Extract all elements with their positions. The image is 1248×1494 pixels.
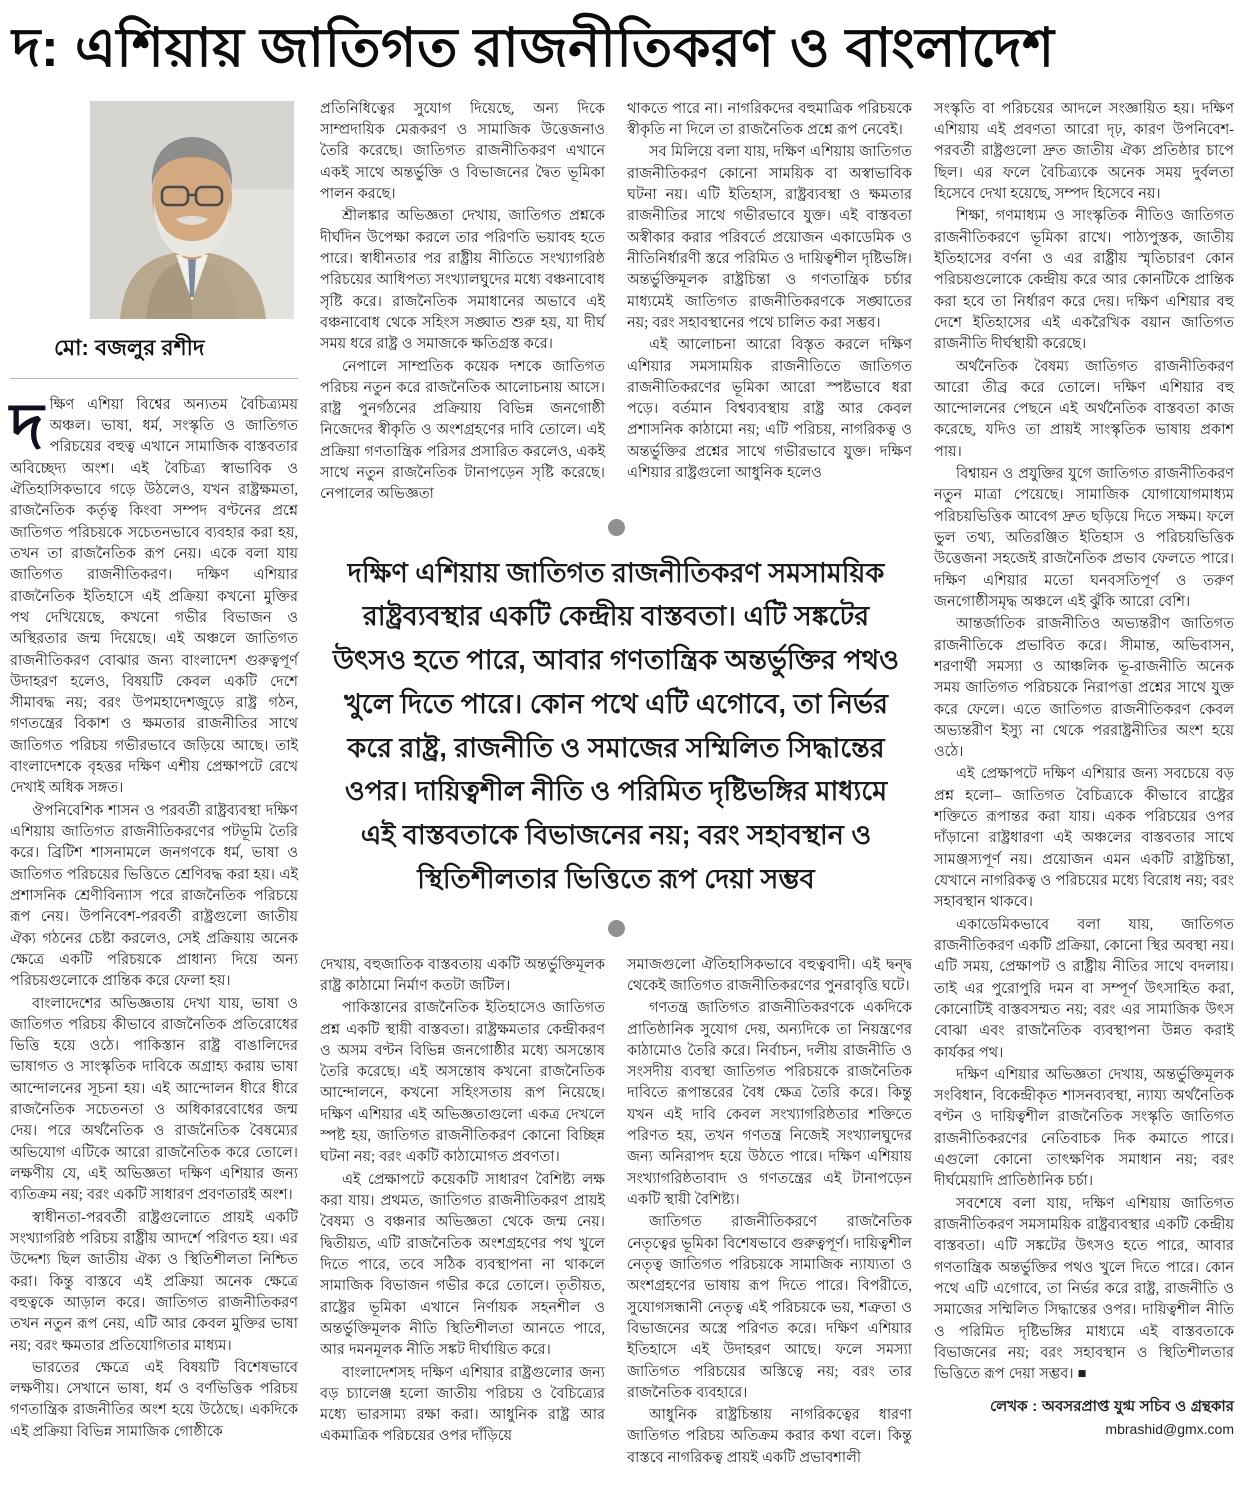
paragraph: পাকিস্তানের রাজনৈতিক ইতিহাসেও জাতিগত প্রশ্ন একটি স্থায়ী বাস্তবতা। রাষ্ট্রক্ষমতার কেন্দ্রীকরণ ও অসম বণ্টন বিভিন্ন জনগোষ্ঠীর মধ্যে অসন্তোষ তৈরি করেছে। এই অসন্তোষ কখনো রাজনৈতিক আন্দোলনে, কখনো সহিংসতায় রূপ নিয়েছে। দক্ষিণ এশিয়ার এই অভিজ্ঞতাগুলো একত্র দেখলে স্পষ্ট হয়, জাতিগত রাজনীতিকরণ কোনো বিচ্ছিন্ন ঘটনা নয়; বরং একটি কাঠামোগত প্রবণতা। [320,1000,605,1166]
middle-columns [320,99,912,1470]
paragraph: নেপালে সাম্প্রতিক কয়েক দশকে জাতিগত পরিচয় নতুন করে রাজনৈতিক আলোচনায় আসে। রাষ্ট্র পুনর্গঠনের প্রক্রিয়ায় বিভিন্ন জনগোষ্ঠী নিজেদের স্বীকৃতি ও অংশগ্রহণের দাবি তোলে। এই প্রক্রিয়া গণতান্ত্রিক পরিসর প্রসারিত করলেও, একই সাথে নতুন রাজনৈতিক টানাপড়েন সৃষ্টি করেছে। নেপালের অভিজ্ঞতা [320,358,605,503]
paragraph: বাংলাদেশসহ দক্ষিণ এশিয়ার রাষ্ট্রগুলোর জন্য বড় চ্যালেঞ্জ হলো জাতীয় পরিচয় ও বৈচিত্র্যের মধ্যে ভারসাম্য রক্ষা করা। আধুনিক রাষ্ট্র আর একমাত্রিক পরিচয়ের ওপর দাঁড়িয়ে [320,1364,605,1445]
paragraph: ক্ষিণ এশিয়া বিশ্বের অন্যতম বৈচিত্র্যময় অঞ্চল। ভাষা, ধর্ম, সংস্কৃতি ও জাতিগত পরিচয়ের বহুত্ব এখানে সামাজিক বাস্তবতার অবিচ্ছেদ্য অংশ। এই বৈচিত্র্য স্বাভাবিক ও ঐতিহাসিকভাবে গড়ে উঠলেও, যখন রাষ্ট্রক্ষমতা, রাজনৈতিক কর্তৃত্ব কিংবা সম্পদ বণ্টনের প্রশ্নে জাতিগত পরিচয়কে সচেতনভাবে ব্যবহার করা হয়, তখন তা রাজনৈতিক রূপ নেয়। একে বলা যায় জাতিগত রাজনীতিকরণ। দক্ষিণ এশিয়ার রাজনৈতিক ইতিহাসে এই প্রক্রিয়া কখনো মুক্তির পথ দেখিয়েছে, কখনো গভীর বিভাজন ও অস্থিরতার জন্ম দিয়েছে। এই অঞ্চলে জাতিগত রাজনীতিকরণ বোঝার জন্য বাংলাদেশ গুরুত্বপূর্ণ উদাহরণ হলেও, বিষয়টি কেবল একটি দেশে সীমাবদ্ধ নয়; বরং উপমহাদেশজুড়ে রাষ্ট্র গঠন, গণতন্ত্রের বিকাশ ও ক্ষমতার রাজনীতির সাথে জাতিগত পরিচয় গভীরভাবে জড়িয়ে আছে। তাই বাংলাদেশকে বৃহত্তর দক্ষিণ এশীয় প্রেক্ষাপটে রেখে দেখাই অধিক সঙ্গত। [10,396,298,797]
paragraph: বাংলাদেশের অভিজ্ঞতায় দেখা যায়, ভাষা ও জাতিগত পরিচয় কীভাবে রাজনৈতিক প্রতিরোধের ভিত্তি হয়ে ওঠে। পাকিস্তান রাষ্ট্র বাঙালিদের ভাষাগত ও সাংস্কৃতিক দাবিকে অগ্রাহ্য করায় ভাষা আন্দোলনের সূচনা হয়। এই আন্দোলন ধীরে ধীরে রাজনৈতিক সচেতনতা ও অধিকারবোধের জন্ম দেয়। পরে অর্থনৈতিক ও রাজনৈতিক বৈষম্যের অভিযোগ এটিকে আরো রাজনৈতিক করে তোলে। লক্ষণীয় যে, এই অভিজ্ঞতা দক্ষিণ এশিয়ার জন্য ব্যতিক্রম নয়; বরং একটি সাধারণ প্রবণতারই অংশ। [10,995,298,1204]
pullquote-block [320,507,912,955]
author-block [10,101,298,379]
paragraph: সব মিলিয়ে বলা যায়, দক্ষিণ এশিয়ায় জাতিগত রাজনীতিকরণ কোনো সাময়িক বা অস্বাভাবিক ঘটনা নয়। এটি ইতিহাস, রাষ্ট্রব্যবস্থা ও ক্ষমতার রাজনীতির সাথে গভীরভাবে যুক্ত। এই বাস্তবতা অস্বীকার করার পরিবর্তে প্রয়োজন একাডেমিক ও নীতিনির্ধারণী স্তরে পরিমিত ও দায়িত্বশীল দৃষ্টিভঙ্গি। অন্তর্ভুক্তিমূলক রাষ্ট্রচিন্তা ও গণতান্ত্রিক চর্চার মাধ্যমেই জাতিগত রাজনীতিকরণকে সঙ্ঘাতের নয়; বরং সহাবস্থানের পথে চালিত করা সম্ভব। [627,144,912,331]
author-email: mbrashid@gmx.com [1105,1420,1234,1437]
paragraph: প্রতিনিধিত্বের সুযোগ দিয়েছে, অন্য দিকে সাম্প্রদায়িক মেরূকরণ ও সামাজিক উত্তেজনাও তৈরি করেছে। জাতিগত রাজনীতিকরণ এখানে একই সাথে অন্তর্ভুক্তি ও বিভাজনের দ্বৈত ভূমিকা পালন করছে। [320,100,605,203]
column-4 [934,99,1234,1440]
middle-bottom-section [320,955,912,1471]
paragraph: দক্ষিণ এশিয়ার অভিজ্ঞতা দেখায়, অন্তর্ভুক্তিমূলক সংবিধান, বিকেন্দ্রীকৃত শাসনব্যবস্থা, ন্যায্য অর্থনৈতিক বণ্টন ও দায়িত্বশীল রাজনৈতিক সংস্কৃতি জাতিগত রাজনীতিকরণের নেতিবাচক দিক কমাতে পারে। এগুলো কোনো তাৎক্ষণিক সমাধান নয়; বরং দীর্ঘমেয়াদি প্রাতিষ্ঠানিক চর্চা। [934,1066,1234,1190]
paragraph: আধুনিক রাষ্ট্রচিন্তায় নাগরিকত্বের ধারণা জাতিগত পরিচয় অতিক্রম করার কথা বলে। কিন্তু বাস্তবে নাগরিকত্ব প্রায়ই একটি প্রভাবশালী [627,1407,912,1466]
paragraph: এই প্রেক্ষাপটে কয়েকটি সাধারণ বৈশিষ্ট্য লক্ষ করা যায়। প্রথমত, জাতিগত রাজনীতিকরণ প্রায়ই বৈষম্য ও বঞ্চনার অভিজ্ঞতা থেকে জন্ম নেয়। দ্বিতীয়ত, এটি রাজনৈতিক অংশগ্রহণের পথ খুলে দিতে পারে, তবে সঠিক ব্যবস্থাপনা না থাকলে সামাজিক বিভাজন গভীর করে তোলে। তৃতীয়ত, রাষ্ট্রের ভূমিকা এখানে নির্ণায়ক সহনশীল ও অন্তর্ভুক্তিমূলক নীতি স্থিতিশীলতা আনতে পারে, আর দমনমূলক নীতি সঙ্কট দীর্ঘায়িত করে। [320,1171,605,1359]
credit-text: অবসরপ্রাপ্ত যুগ্ম সচিব ও গ্রন্থকার [1041,1397,1234,1415]
paragraph: ঔপনিবেশিক শাসন ও পরবর্তী রাষ্ট্রব্যবস্থা দক্ষিণ এশিয়ায় জাতিগত রাজনীতিকরণের পটভূমি তৈরি করে। ব্রিটিশ শাসনামলে জনগণকে ধর্ম, ভাষা ও জাতিগত পরিচয়ের ভিত্তিতে শ্রেণিবদ্ধ করা হয়। এই প্রশাসনিক শ্রেণীবিন্যাস পরে রাজনৈতিক পরিচয়ে রূপ নেয়। উপনিবেশ-পরবর্তী রাষ্ট্রগুলো জাতীয় ঐক্য গঠনের চেষ্টা করলেও, সেই প্রক্রিয়ায় অনেক ক্ষেত্রে একটি পরিচয়কে প্রাধান্য দিয়ে অন্য পরিচয়গুলোকে প্রান্তিক করে ফেলা হয়। [10,802,298,990]
dropcap-letter: দ [10,389,44,462]
author-portrait-illustration [90,101,294,319]
paragraph: এই প্রেক্ষাপটে দক্ষিণ এশিয়ার জন্য সবচেয়ে বড় প্রশ্ন হলো– জাতিগত বৈচিত্র্যকে কীভাবে রাষ্ট্রের শক্তিতে রূপান্তর করা যায়। একক পরিচয়ের ওপর দাঁড়ানো রাষ্ট্রধারণা এই অঞ্চলের বাস্তবতার সাথে সামঞ্জস্যপূর্ণ নয়। প্রয়োজন এমন একটি রাষ্ট্রচিন্তা, যেখানে নাগরিকত্ব ও পরিচয়ের মধ্যে বিরোধ নয়; বরং সহাবস্থান থাকবে। [934,766,1234,911]
paragraph: গণতন্ত্র জাতিগত রাজনীতিকরণকে একদিকে প্রাতিষ্ঠানিক সুযোগ দেয়, অন্যদিকে তা নিয়ন্ত্রণের কাঠামোও তৈরি করে। নির্বাচন, দলীয় রাজনীতি ও সংসদীয় ব্যবস্থা জাতিগত পরিচয়কে রাজনৈতিক দাবিতে রূপান্তরের বৈধ ক্ষেত্র তৈরি করে। কিন্তু যখন এই দাবি কেবল সংখ্যাগরিষ্ঠতার শক্তিতে পরিণত হয়, তখন গণতন্ত্র নিজেই সংখ্যালঘুদের জন্য অনিরাপদ হয়ে উঠতে পারে। দক্ষিণ এশিয়ায় সংখ্যাগরিষ্ঠতাবাদ ও গণতন্ত্রের এই টানাপড়েন একটি স্থায়ী বৈশিষ্ট্য। [627,1000,912,1209]
pullquote-text: দক্ষিণ এশিয়ায় জাতিগত রাজনীতিকরণ সমসাময়িক রাষ্ট্রব্যবস্থার একটি কেন্দ্রীয় বাস্তবতা। এটি সঙ্কটের উৎসও হতে পারে, আবার গণতান্ত্রিক অন্তর্ভুক্তির পথও খুলে দিতে পারে। কোন পথে এটি এগোবে, তা নির্ভর করে রাষ্ট্র, রাজনীতি ও সমাজের সম্মিলিত সিদ্ধান্তের ওপর। দায়িত্বশীল নীতি ও পরিমিত দৃষ্টিভঙ্গির মাধ্যমে এই বাস্তবতাকে বিভাজনের নয়; বরং সহাবস্থান ও স্থিতিশীলতার ভিত্তিতে রূপ দেয়া সম্ভব [332,557,900,894]
paragraph: একাডেমিকভাবে বলা যায়, জাতিগত রাজনীতিকরণ একটি প্রক্রিয়া, কোনো স্থির অবস্থা নয়। এটি সময়, প্রেক্ষাপট ও রাষ্ট্রীয় নীতির সাথে বদলায়। তাই এর পুরোপুরি দমন বা সম্পূর্ণ উৎসাহিত করা, কোনোটিই বাস্তবসম্মত নয়; বরং এর সামাজিক উৎস বোঝা এবং রাজনৈতিক ব্যবস্থাপনা উন্নত করাই কার্যকর পথ। [934,916,1234,1061]
column-3-top [627,99,912,507]
paragraph: সমাজগুলো ঐতিহাসিকভাবে বহুত্ববাদী। এই দ্বন্দ্ব থেকেই জাতিগত রাজনীতিকরণের পুনরাবৃত্তি ঘটে। [627,956,912,994]
paragraph: থাকতে পারে না। নাগরিকদের বহুমাত্রিক পরিচয়কে স্বীকৃতি না দিলে তা রাজনৈতিক প্রশ্নে রূপ নেবেই। [627,100,912,139]
author-credit-line [934,1396,1234,1418]
separator-dot-icon [608,920,625,937]
paragraph: স্বাধীনতা-পরবর্তী রাষ্ট্রগুলোতে প্রায়ই একটি সংখ্যাগরিষ্ঠ পরিচয় রাষ্ট্রীয় আদর্শে পরিণত হয়। এর উদ্দেশ্য ছিল জাতীয় ঐক্য ও স্থিতিশীলতা নিশ্চিত করা। কিন্তু বাস্তবে এই প্রক্রিয়া অনেক ক্ষেত্রে বহুত্বকে আড়াল করে। জাতিগত রাজনীতিকরণ তখন নতুন রূপ নেয়, এটি আর কেবল মুক্তির ভাষা নয়; বরং ক্ষমতার প্রতিযোগিতার মাধ্যম। [10,1209,298,1354]
paragraph: শিক্ষা, গণমাধ্যম ও সাংস্কৃতিক নীতিও জাতিগত রাজনীতিকরণে ভূমিকা রাখে। পাঠ্যপুস্তক, জাতীয় ইতিহাসের বর্ণনা ও এর রাষ্ট্রীয় স্মৃতিচারণ কোন পরিচয়গুলোকে কেন্দ্রীয় করে আর কোনটিকে প্রান্তিক করা হবে তা নির্ধারণ করে দেয়। দক্ষিণ এশিয়ার বহু দেশে ইতিহাসের এই একরৈখিক বয়ান জাতিগত রাজনীতি দীর্ঘস্থায়ী করেছে। [934,208,1234,353]
paragraph: শ্রীলঙ্কার অভিজ্ঞতা দেখায়, জাতিগত প্রশ্নকে দীর্ঘদিন উপেক্ষা করলে তার পরিণতি ভয়াবহ হতে পারে। স্বাধীনতার পর রাষ্ট্রীয় নীতিতে সংখ্যাগরিষ্ঠ পরিচয়ের আধিপত্য সংখ্যালঘুদের মধ্যে বঞ্চনাবোধ সৃষ্টি করে। রাজনৈতিক সমাধানের অভাবে এই বঞ্চনাবোধ থেকে সহিংস সঙ্ঘাত শুরু হয়, যা দীর্ঘ সময় ধরে রাষ্ট্র ও সমাজকে ক্ষতিগ্রস্ত করে। [320,208,605,353]
paragraph: এই আলোচনা আরো বিস্তৃত করলে দক্ষিণ এশিয়ার সমসাময়িক রাজনীতিতে জাতিগত রাজনীতিকরণের ভূমিকা আরো স্পষ্টভাবে ধরা পড়ে। বর্তমান বিশ্বব্যবস্থায় রাষ্ট্র আর কেবল প্রশাসনিক কাঠামো নয়; এটি পরিচয়, নাগরিকত্ব ও অন্তর্ভুক্তির প্রশ্নের সাথে গভীরভাবে যুক্ত। দক্ষিণ এশিয়ার রাষ্ট্রগুলো আধুনিক হলেও [627,337,912,482]
middle-top-section [320,99,912,507]
author-photo [90,101,294,319]
page-title: দ: এশিয়ায় জাতিগত রাজনীতিকরণ ও বাংলাদেশ [12,18,1055,78]
paragraph: ভারতের ক্ষেত্রে এই বিষয়টি বিশেষভাবে লক্ষণীয়। সেখানে ভাষা, ধর্ম ও বর্ণভিত্তিক পরিচয় গণতান্ত্রিক রাজনীতির অংশ হয়ে উঠেছে। একদিকে এই প্রক্রিয়া বিভিন্ন সামাজিক গোষ্ঠীকে [10,1359,298,1440]
column-2-bottom [320,955,605,1471]
column-2-top [320,99,605,507]
column-3-bottom [627,955,912,1471]
author-credit [934,1396,1234,1440]
paragraph: জাতিগত রাজনীতিকরণে রাজনৈতিক নেতৃত্বের ভূমিকা বিশেষভাবে গুরুত্বপূর্ণ। দায়িত্বশীল নেতৃত্ব জাতিগত পরিচয়কে সামাজিক ন্যায্যতা ও অংশগ্রহণের ভাষায় রূপ দিতে পারে। বিপরীতে, সুযোগসন্ধানী নেতৃত্ব এই পরিচয়কে ভয়, শত্রুতা ও বিভাজনের অস্ত্রে পরিণত করে। দক্ষিণ এশিয়ার ইতিহাসে এই উদাহরণ আছে। ফলে সমস্যা জাতিগত পরিচয়ের অস্তিত্বে নয়; বরং তার রাজনৈতিক ব্যবহারে। [627,1214,912,1401]
credit-label: লেখক : [990,1397,1038,1415]
paragraph: বিশ্বায়ন ও প্রযুক্তির যুগে জাতিগত রাজনীতিকরণ নতুন মাত্রা পেয়েছে। সামাজিক যোগাযোগমাধ্যম পরিচয়ভিত্তিক আবেগ দ্রুত ছড়িয়ে দিতে সক্ষম। ফলে ভুল তথ্য, অতিরঞ্জিত ইতিহাস ও পরিচয়ভিত্তিক উত্তেজনা সহজেই রাজনৈতিক প্রভাব ফেলতে পারে। দক্ষিণ এশিয়ার মতো ঘনবসতিপূর্ণ ও তরুণ জনগোষ্ঠীসমৃদ্ধ অঞ্চলে এই ঝুঁকি আরো বেশি। [934,466,1234,610]
paragraph: সংস্কৃতি বা পরিচয়ের আদলে সংজ্ঞায়িত হয়। দক্ষিণ এশিয়ায় এই প্রবণতা আরো দৃঢ়, কারণ উপনিবেশ-পরবর্তী রাষ্ট্রগুলো দ্রুত জাতীয় ঐক্য প্রতিষ্ঠার চাপে ছিল। এর ফলে বৈচিত্র্যকে অনেক সময় দুর্বলতা হিসেবে দেখা হয়েছে, সম্পদ হিসেবে নয়। [934,100,1234,203]
paragraph: আন্তর্জাতিক রাজনীতিও অভ্যন্তরীণ জাতিগত রাজনীতিকে প্রভাবিত করে। সীমান্ত, অভিবাসন, শরণার্থী সমস্যা ও আঞ্চলিক ভূ-রাজনীতি অনেক সময় জাতিগত পরিচয়কে নিরাপত্তা প্রশ্নের সাথে যুক্ত করে ফেলে। এতে জাতিগত রাজনীতিকরণ কেবল অভ্যন্তরীণ ইস্যু না থেকে পররাষ্ট্রনীতির অংশ হয়ে ওঠে। [934,616,1234,761]
author-name: মো: বজলুর রশীদ [10,329,298,379]
lead-paragraph-wrap [10,389,298,800]
separator-dot-icon [608,519,625,536]
column-1 [10,99,298,1444]
paragraph: অর্থনৈতিক বৈষম্য জাতিগত রাজনীতিকরণ আরো তীব্র করে তোলে। দক্ষিণ এশিয়ার বহু আন্দোলনের পেছনে এই অর্থনৈতিক বাস্তবতা কাজ করেছে, যদিও তা প্রায়ই সাংস্কৃতিক ভাষায় প্রকাশ পায়। [934,358,1234,460]
paragraph: সবশেষে বলা যায়, দক্ষিণ এশিয়ায় জাতিগত রাজনীতিকরণ সমসাময়িক রাষ্ট্রব্যবস্থার একটি কেন্দ্রীয় বাস্তবতা। এটি সঙ্কটের উৎসও হতে পারে, আবার গণতান্ত্রিক অন্তর্ভুক্তির পথও খুলে দিতে পারে। কোন পথে এটি এগোবে, তা নির্ভর করে রাষ্ট্র, রাজনীতি ও সমাজের সম্মিলিত সিদ্ধান্তের ওপর। দায়িত্বশীল নীতি ও পরিমিত দৃষ্টিভঙ্গির মাধ্যমে এই বাস্তবতাকে বিভাজনের নয়; বরং সহাবস্থান ও স্থিতিশীলতার ভিত্তিতে রূপ দেয়া সম্ভব। ■ [934,1195,1234,1383]
paragraph: দেখায়, বহুজাতিক বাস্তবতায় একটি অন্তর্ভুক্তিমূলক রাষ্ট্র কাঠামো নির্মাণ কতটা জটিল। [320,956,605,994]
article-body [10,99,1238,1470]
